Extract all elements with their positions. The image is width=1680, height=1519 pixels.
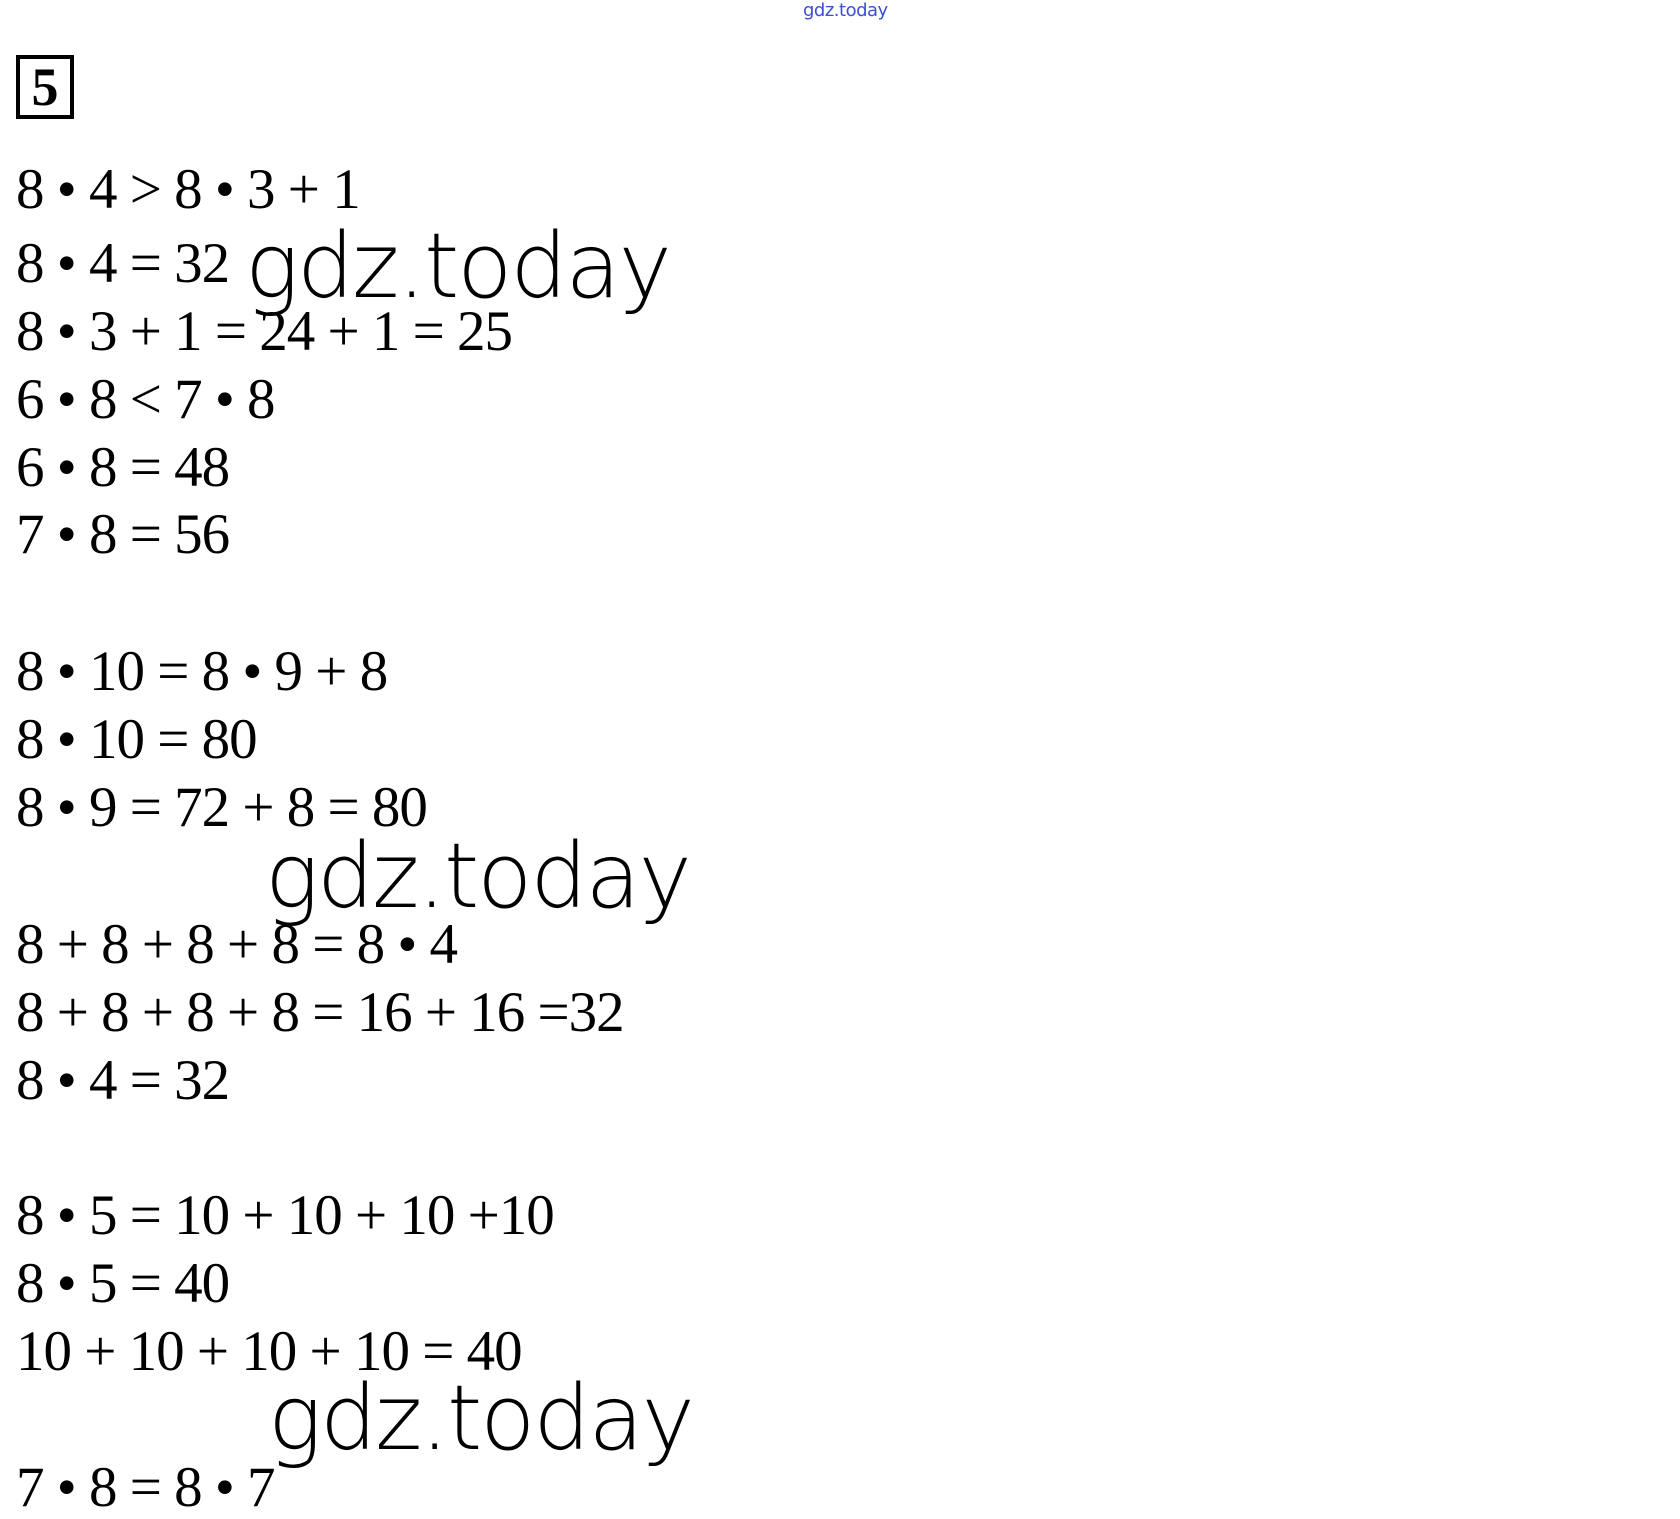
equation-line: 7 • 8 = 8 • 7 bbox=[16, 1456, 275, 1519]
equation-line: 8 • 3 + 1 = 24 + 1 = 25 bbox=[16, 300, 513, 363]
equation-line: 8 • 9 = 72 + 8 = 80 bbox=[16, 776, 427, 839]
watermark: gdz.today bbox=[265, 824, 690, 929]
watermark: gdz.today bbox=[268, 1366, 693, 1471]
equation-line: 8 • 10 = 8 • 9 + 8 bbox=[16, 640, 388, 703]
equation-line: 6 • 8 < 7 • 8 bbox=[16, 368, 275, 431]
watermark: gdz.today bbox=[245, 214, 670, 319]
equation-line: 8 • 5 = 10 + 10 + 10 +10 bbox=[16, 1184, 554, 1247]
equation-line: 8 • 4 > 8 • 3 + 1 bbox=[16, 158, 360, 221]
site-mark: gdz.today bbox=[803, 0, 888, 21]
equation-line: 8 • 4 = 32 bbox=[16, 1049, 230, 1112]
equation-line: 8 • 5 = 40 bbox=[16, 1252, 230, 1315]
task-number-box: 5 bbox=[16, 55, 74, 119]
equation-line: 10 + 10 + 10 + 10 = 40 bbox=[16, 1320, 522, 1383]
equation-line: 8 + 8 + 8 + 8 = 8 • 4 bbox=[16, 913, 458, 976]
equation-line: 8 • 10 = 80 bbox=[16, 708, 257, 771]
equation-line: 8 • 4 = 32 bbox=[16, 232, 230, 295]
equation-line: 8 + 8 + 8 + 8 = 16 + 16 =32 bbox=[16, 981, 624, 1044]
equation-line: 6 • 8 = 48 bbox=[16, 436, 230, 499]
equation-line: 7 • 8 = 56 bbox=[16, 503, 230, 566]
